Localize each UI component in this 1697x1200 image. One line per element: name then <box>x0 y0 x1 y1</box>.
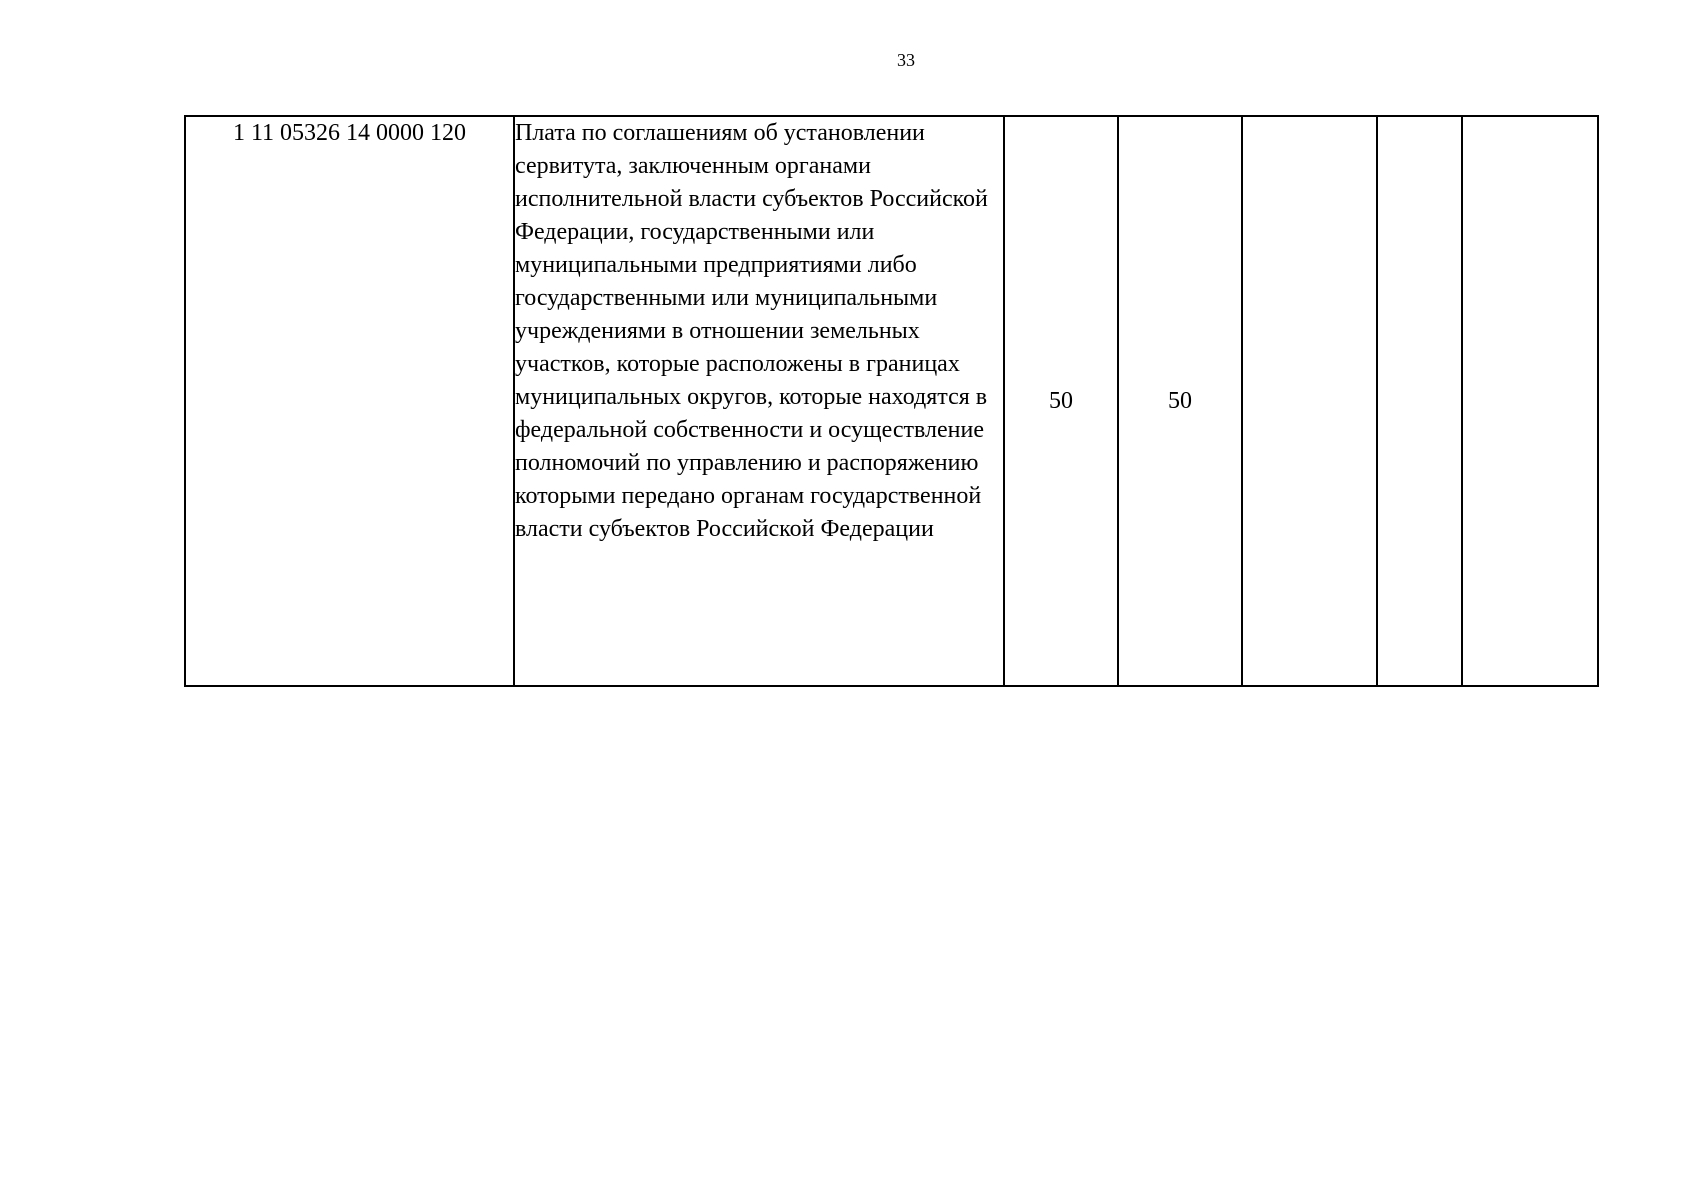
value-cell-2: 50 <box>1118 116 1242 686</box>
value-cell-3 <box>1242 116 1377 686</box>
value-cell-4 <box>1377 116 1462 686</box>
budget-classification-code: 1 11 05326 14 0000 120 <box>185 116 514 686</box>
table-row <box>185 116 1598 686</box>
page-number: 33 <box>897 50 915 70</box>
revenue-description: Плата по соглашениям об установлении сервитута, заключенным органами исполнительной власти субъектов Российской Федерации, государственными или муниципальными предприятиями либо государственными или муниципальными учреждениями в отношении земельных участков, которые расположены в границах муниципальных округов, которые находятся в федеральной собственности и осуществление полномочий по управлению и распоряжению которыми передано органам государственной власти субъектов Российской Федерации <box>514 116 1004 686</box>
revenue-table <box>184 115 1599 687</box>
value-cell-5 <box>1462 116 1598 686</box>
value-cell-1: 50 <box>1004 116 1118 686</box>
